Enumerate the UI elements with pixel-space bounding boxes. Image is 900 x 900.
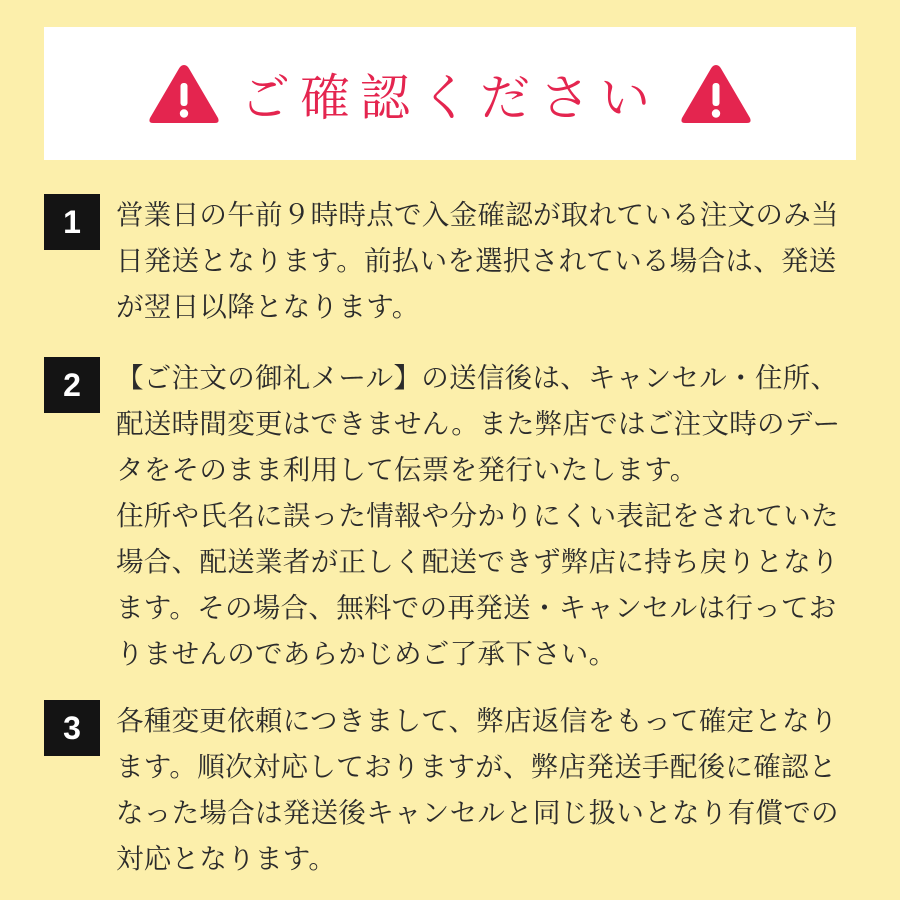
notice-paragraph: 営業日の午前９時時点で入金確認が取れている注文のみ当日発送となります。前払いを選択されている場合は、発送が翌日以降となります。 xyxy=(116,199,839,323)
notice-text xyxy=(116,192,860,330)
notice-text xyxy=(116,355,860,677)
warning-triangle-icon xyxy=(678,61,754,127)
notice-item-3 xyxy=(44,698,860,882)
notice-number-badge: 3 xyxy=(44,700,100,756)
notice-item-2 xyxy=(44,355,860,677)
notice-number-badge: 2 xyxy=(44,357,100,413)
notice-paragraph: 各種変更依頼につきまして、弊店返信をもって確定となります。順次対応しておりますが、弊店発送手配後に確認となった場合は発送後キャンセルと同じ扱いとなり有償での対応となります。 xyxy=(116,705,839,875)
warning-triangle-icon xyxy=(146,61,222,127)
notice-paragraph: 【ご注文の御礼メール】の送信後は、キャンセル・住所、配送時間変更はできません。また弊店ではご注文時のデータをそのまま利用して伝票を発行いたします。 xyxy=(116,362,841,486)
notice-text xyxy=(116,698,860,882)
banner-title: ご確認ください xyxy=(240,68,660,127)
notice-number-badge: 1 xyxy=(44,194,100,250)
notice-paragraph: 住所や氏名に誤った情報や分かりにくい表記をされていた場合、配送業者が正しく配送できず弊店に持ち戻りとなります。その場合、無料での再発送・キャンセルは行っておりませんのであらかじめご了承下さい。 xyxy=(116,500,839,670)
notice-item-1 xyxy=(44,192,860,330)
notice-banner xyxy=(44,27,856,160)
